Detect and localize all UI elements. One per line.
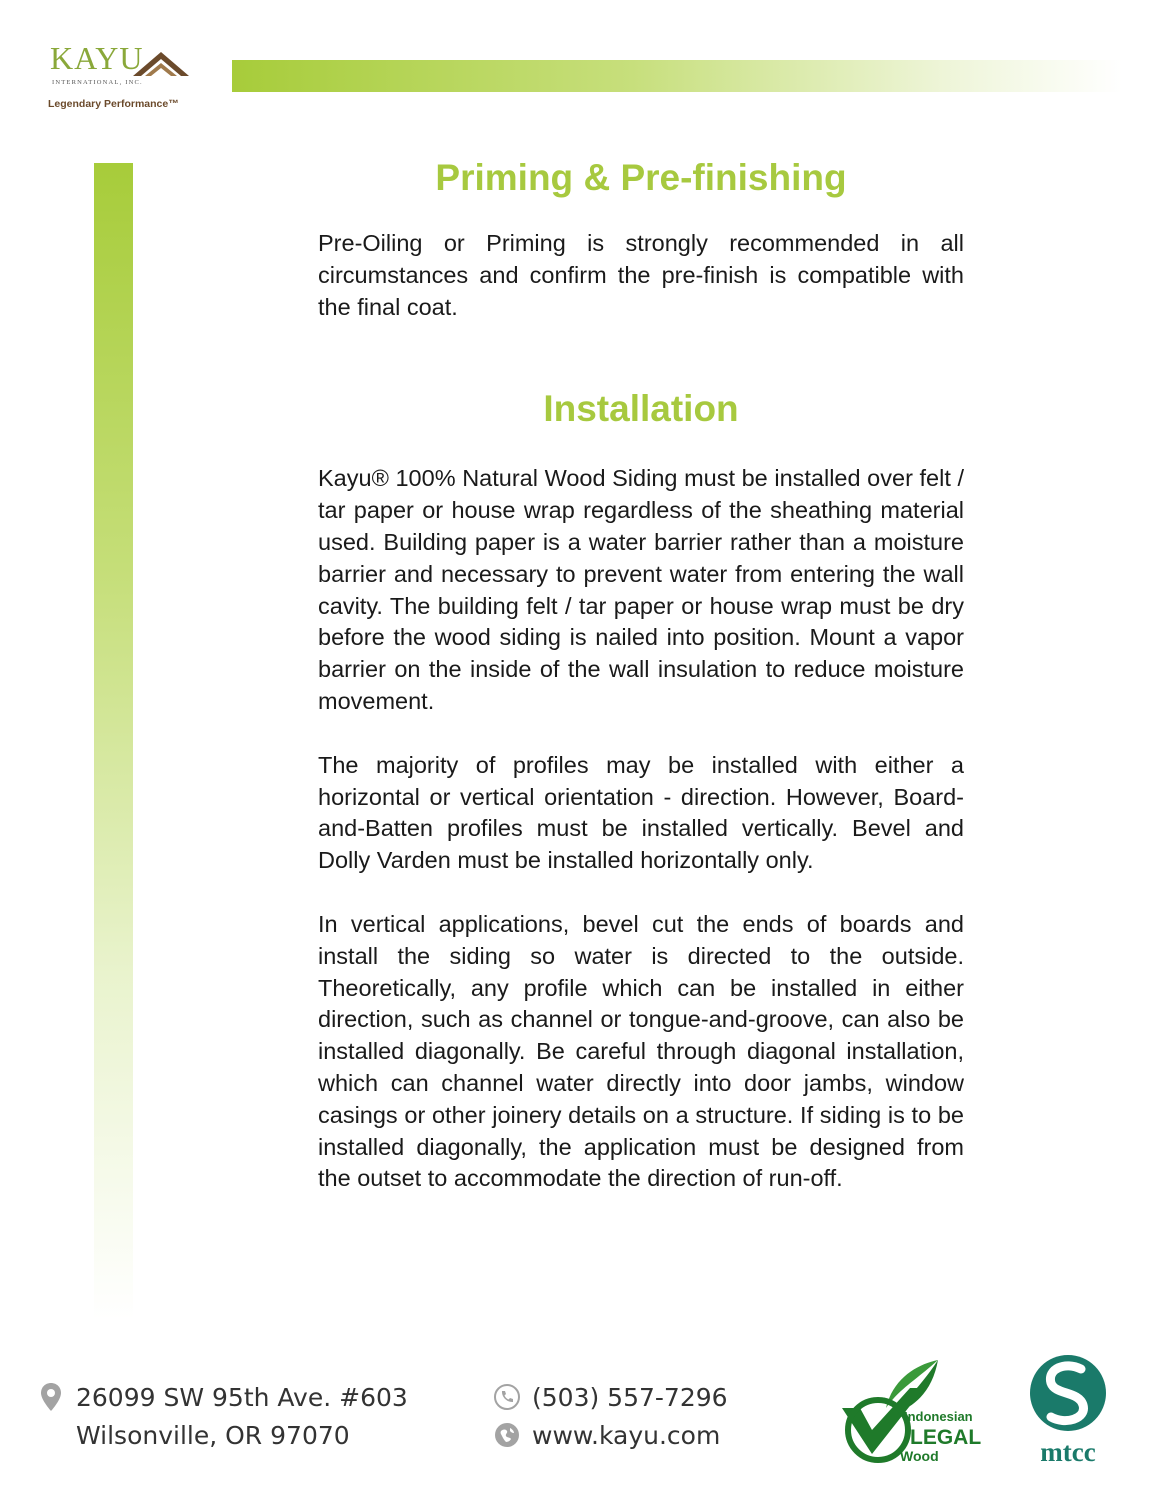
mtcc-logo bbox=[1025, 1355, 1111, 1472]
globe-icon bbox=[494, 1420, 520, 1450]
phone-number[interactable]: (503) 557-7296 bbox=[532, 1382, 728, 1412]
installation-paragraph-1: Kayu® 100% Natural Wood Siding must be installed over felt / tar paper or house wrap regardless of the sheathing material used. Building paper is a water barrier rather than a moisture barrier and necessary to prevent water from entering the wall cavity. The building felt / tar paper or house wrap must be dry before the wood siding is nailed into position. Mount a vapor barrier on the inside of the wall insulation to reduce moisture movement. bbox=[318, 465, 964, 714]
logo-wordmark: KAYU bbox=[50, 40, 144, 76]
installation-paragraph-2: The majority of profiles may be installed with either a horizontal or vertical orientation - direction. However, Board-and-Batten profiles must be installed vertically. Bevel and Dolly Varden must be installed horizontally only. bbox=[318, 751, 964, 874]
side-gradient-bar bbox=[94, 163, 133, 1320]
footer-address bbox=[38, 1378, 408, 1454]
mtcc-wordmark: mtcc bbox=[1040, 1437, 1096, 1467]
priming-heading: Priming & Pre-finishing bbox=[435, 157, 847, 198]
legal-logo-line1: Indonesian bbox=[904, 1409, 973, 1424]
kayu-logo bbox=[46, 38, 196, 118]
header-gradient-bar bbox=[232, 60, 1122, 92]
installation-paragraph-3: In vertical applications, bevel cut the ends of boards and install the siding so water is directed to the outside. Theoretically, any profile which can be installed in either direction, such as channel or tongue-and-groove, can also be installed diagonally. Be careful through diagonal installation, which can channel water directly into door jambs, window casings or other joinery details on a structure. If siding is to be installed diagonally, the application must be designed from the outset to accommodate the direction of run-off. bbox=[318, 910, 964, 1192]
logo-tagline: Legendary Performance™ bbox=[48, 98, 179, 110]
legal-logo-line2: LEGAL bbox=[910, 1426, 982, 1449]
website-link[interactable]: www.kayu.com bbox=[532, 1420, 721, 1450]
priming-paragraph: Pre-Oiling or Priming is strongly recommended in all circumstances and confirm the pre-finish is compatible with the final coat. bbox=[318, 230, 964, 320]
legal-logo-line3: Wood bbox=[900, 1448, 939, 1464]
logo-subtitle: INTERNATIONAL, INC. bbox=[52, 79, 143, 86]
indonesian-legal-wood-logo bbox=[838, 1358, 998, 1473]
main-content bbox=[318, 150, 964, 1195]
address-line-2: Wilsonville, OR 97070 bbox=[76, 1420, 350, 1450]
roof-icon bbox=[131, 50, 191, 78]
location-pin-icon bbox=[38, 1382, 64, 1412]
footer-contact bbox=[494, 1378, 728, 1454]
phone-icon bbox=[494, 1382, 520, 1412]
installation-heading: Installation bbox=[543, 388, 739, 430]
address-line-1: 26099 SW 95th Ave. #603 bbox=[76, 1382, 408, 1412]
